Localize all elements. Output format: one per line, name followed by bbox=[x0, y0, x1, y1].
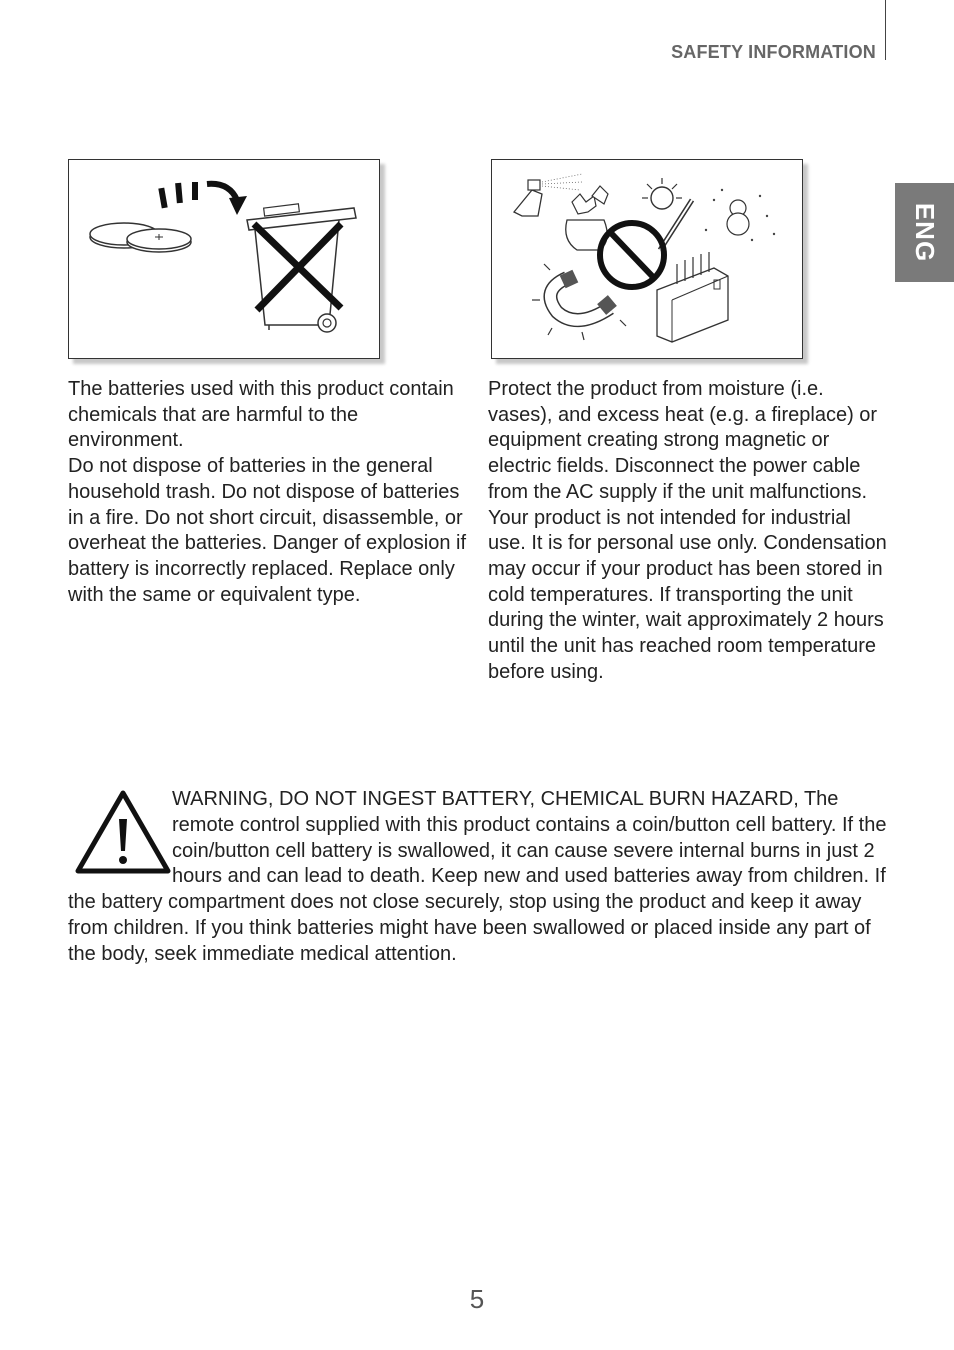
moisture-heat-paragraph: Protect the product from moisture (i.e. vases), and excess heat (e.g. a fireplace) or equipment creating strong magnetic or electric fields. Disconnect the power cable from the AC supply if the unit malfunctions. Your product is not intended for industrial use. It is for personal use only. Condensation may occur if your product has been stored in cold temperatures. If transporting the unit during the winter, wait approximately 2 hours until the unit has reached room temperature before using. bbox=[488, 378, 887, 683]
warning-text-body: WARNING, DO NOT INGEST BATTERY, CHEMICAL BURN HAZARD, The remote control supplied with this product contains a coin/button cell battery. If the coin/button cell battery is swallowed, it can cause severe internal burns in just 2 hours and can lead to death. Keep new and used batteries away from children. If the battery compartment does not close securely, stop using the product and keep it away from children. If you think batteries might have been swallowed or placed inside any part of the body, seek immediate medical attention. bbox=[68, 788, 887, 965]
battery-disposal-text bbox=[68, 377, 473, 608]
battery-ingestion-warning bbox=[68, 787, 888, 968]
battery-environment-paragraph: The batteries used with this product contain chemicals that are harmful to the environment. bbox=[68, 378, 454, 452]
warning-icon-spacer bbox=[68, 787, 172, 887]
moisture-heat-magnetism-prohibited-icon bbox=[492, 160, 802, 358]
language-tab-label: ENG bbox=[910, 202, 940, 263]
header-divider bbox=[885, 0, 886, 60]
environment-warning-illustration bbox=[491, 159, 803, 359]
language-tab bbox=[895, 183, 954, 282]
section-title: SAFETY INFORMATION bbox=[671, 42, 876, 62]
battery-disposal-paragraph: Do not dispose of batteries in the general household trash. Do not dispose of batteries in a fire. Do not short circuit, disassemble, or overheat the batteries. Danger of explosion if battery is incorrectly replaced. Replace only with the same or equivalent type. bbox=[68, 455, 467, 606]
battery-disposal-illustration bbox=[68, 159, 380, 359]
page-number: 5 bbox=[469, 1284, 485, 1314]
environment-warning-text bbox=[488, 377, 893, 685]
battery-disposal-prohibited-icon bbox=[69, 160, 379, 358]
